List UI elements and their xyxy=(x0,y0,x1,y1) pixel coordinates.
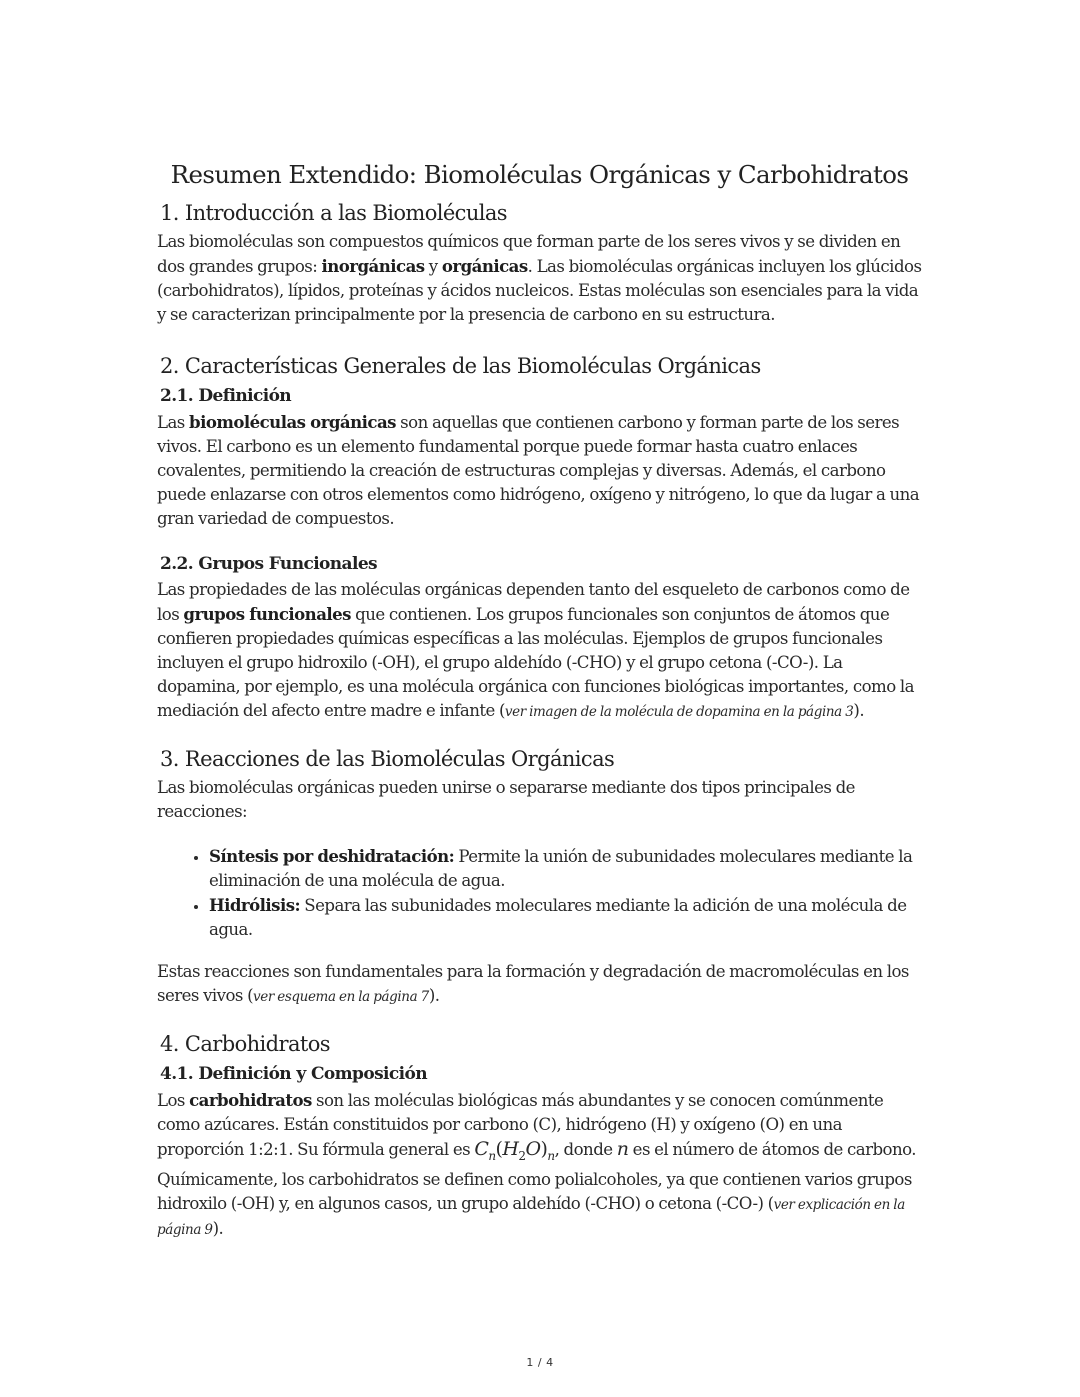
paragraph: Las biomoléculas orgánicas pueden unirse o separarse mediante dos tipos principales de reacciones: xyxy=(157,778,855,821)
section-introduccion xyxy=(157,198,922,327)
paragraph xyxy=(157,230,922,327)
section-reacciones xyxy=(157,744,922,1009)
text: Separa las subunidades moleculares mediante la adición de una molécula de agua. xyxy=(209,896,907,939)
section-caracteristicas xyxy=(157,351,922,724)
text: que contienen. Los grupos funcionales son conjuntos de átomos que confieren propiedades químicas específicas a las moléculas. Ejemplos de grupos funcionales incluyen el grupo hidroxilo (-OH), el grupo aldehído (-CHO) y el grupo cetona (-CO-). La dopamina, por ejemplo, es una molécula orgánica con funciones biológicas importantes, como la mediación del afecto entre madre e infante ( xyxy=(157,605,914,720)
text: ). xyxy=(428,986,440,1005)
general-formula: $C_n(H_2O)_n$ xyxy=(474,1138,555,1163)
paragraph xyxy=(157,960,922,1009)
text: Los xyxy=(157,1091,190,1110)
text: Permite la unión de subunidades moleculares mediante la eliminación de una molécula de agua. xyxy=(209,847,913,890)
bold-term: grupos funcionales xyxy=(183,604,351,624)
section-heading: 3. Reacciones de las Biomoléculas Orgánicas xyxy=(160,747,615,771)
page-reference: ver explicación en la página 9 xyxy=(157,1196,905,1238)
section-heading: 4. Carbohidratos xyxy=(160,1032,330,1056)
text: son las moléculas biológicas más abundantes y se conocen comúnmente como azúcares. Están constituidos por carbono (C), hidrógeno (H) y oxígeno (O) en una proporción 1:2:1. Su fórmula general es xyxy=(157,1091,884,1159)
text: . Las biomoléculas orgánicas incluyen los glúcidos (carbohidratos), lípidos, proteínas y ácidos nucleicos. Estas moléculas son esenciales para la vida y se caracterizan principalmente por la presencia de carbono en su estructura. xyxy=(157,257,922,324)
bold-term: biomoléculas orgánicas xyxy=(189,412,396,432)
section-heading: 1. Introducción a las Biomoléculas xyxy=(160,201,507,225)
list-item xyxy=(209,844,922,893)
subsection-heading: 2.2. Grupos Funcionales xyxy=(160,554,378,574)
subsection-heading: 2.1. Definición xyxy=(160,386,292,406)
paragraph xyxy=(157,410,922,531)
bold-term: carbohidratos xyxy=(189,1090,312,1110)
document-page xyxy=(157,158,922,1242)
text: son aquellas que contienen carbono y forman parte de los seres vivos. El carbono es un elemento fundamental porque puede formar hasta cuatro enlaces covalentes, permitiendo la creación de estructuras complejas y diversas. Además, el carbono puede enlazarse con otros elementos como hidrógeno, oxígeno y nitrógeno, lo que da lugar a una gran variedad de compuestos. xyxy=(157,413,920,528)
page-reference: ver imagen de la molécula de dopamina en la página 3 xyxy=(504,704,854,720)
bold-term: orgánicas xyxy=(441,256,528,276)
text: Las xyxy=(157,413,190,432)
text: ). xyxy=(212,1218,224,1238)
section-heading: 2. Características Generales de las Biomoléculas Orgánicas xyxy=(160,354,761,378)
bold-term: Hidrólisis: xyxy=(209,895,301,915)
math-variable: n xyxy=(616,1138,629,1160)
list-item xyxy=(209,893,922,942)
bold-term: inorgánicas xyxy=(321,256,425,276)
section-carbohidratos xyxy=(157,1029,922,1242)
page-reference: ver esquema en la página 7 xyxy=(253,989,429,1005)
text: es el número de átomos de carbono. Químicamente, los carbohidratos se definen como polialcoholes, ya que contienen varios grupos hidroxilo (-OH) y, en algunos casos, un grupo aldehído (-CHO) o cetona (-CO-) ( xyxy=(157,1140,917,1213)
bold-term: Síntesis por deshidratación: xyxy=(209,846,455,866)
paragraph xyxy=(157,578,922,724)
text: y xyxy=(424,257,442,276)
text: Estas reacciones son fundamentales para la formación y degradación de macromoléculas en los seres vivos ( xyxy=(157,962,909,1005)
reaction-list xyxy=(157,844,922,942)
paragraph xyxy=(157,1088,922,1242)
subsection-heading: 4.1. Definición y Composición xyxy=(160,1064,428,1084)
page-indicator: 1 / 4 xyxy=(526,1356,554,1369)
text: , donde xyxy=(554,1140,617,1159)
text: Las propiedades de las moléculas orgánicas dependen tanto del esqueleto de carbonos como de los xyxy=(157,580,910,624)
document-title: Resumen Extendido: Biomoléculas Orgánicas y Carbohidratos xyxy=(170,160,909,189)
text: ). xyxy=(853,701,865,720)
text: Las biomoléculas son compuestos químicos que forman parte de los seres vivos y se dividen en dos grandes grupos: xyxy=(157,232,901,276)
